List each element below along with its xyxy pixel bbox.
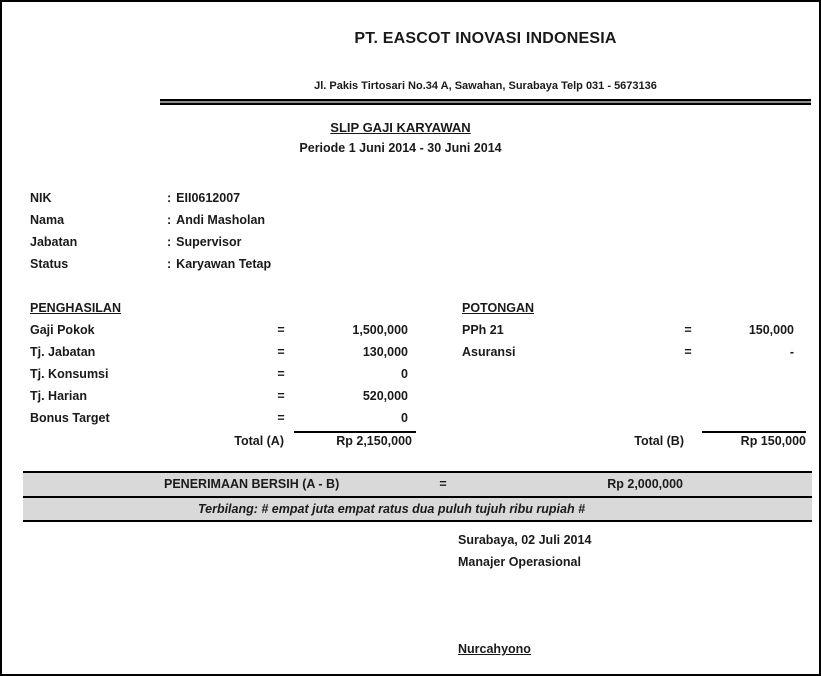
earnings-heading: PENGHASILAN — [30, 301, 121, 315]
employee-nik-label: NIK — [30, 191, 52, 205]
earning-amount: 0 — [401, 367, 408, 381]
deduction-row-asuransi — [2, 345, 819, 365]
deduction-amount: 150,000 — [748, 323, 794, 337]
earning-amount: 520,000 — [362, 389, 408, 403]
equals-sign: = — [277, 345, 285, 359]
deductions-total-rule — [702, 431, 806, 433]
net-pay-row — [23, 473, 812, 498]
earnings-total-amount: Rp 2,150,000 — [336, 434, 412, 448]
earnings-total-label: Total (A) — [234, 434, 284, 448]
deductions-heading: POTONGAN — [462, 301, 534, 315]
employee-jabatan-value: Supervisor — [176, 235, 242, 249]
amount-in-words: Terbilang: # empat juta empat ratus dua puluh tujuh ribu rupiah # — [197, 502, 586, 516]
deduction-label: PPh 21 — [462, 323, 504, 337]
colon-separator: : — [167, 191, 172, 205]
deduction-amount: - — [789, 345, 794, 359]
company-name: PT. EASCOT INOVASI INDONESIA — [354, 30, 617, 47]
employee-nik-value: EII0612007 — [176, 191, 241, 205]
earning-label: Tj. Harian — [30, 389, 87, 403]
earning-label: Gaji Pokok — [30, 323, 95, 337]
deduction-label: Asuransi — [462, 345, 516, 359]
earning-label: Tj. Jabatan — [30, 345, 96, 359]
document-period: Periode 1 Juni 2014 - 30 Juni 2014 — [299, 141, 502, 155]
employee-row-nik — [30, 191, 819, 211]
equals-sign: = — [277, 367, 285, 381]
employee-row-jabatan — [30, 235, 819, 255]
totals-row — [2, 434, 819, 454]
signature-name: Nurcahyono — [458, 642, 531, 656]
employee-row-status — [30, 257, 819, 277]
equals-sign: = — [439, 477, 447, 491]
signature-role: Manajer Operasional — [458, 555, 581, 569]
equals-sign: = — [684, 323, 692, 337]
signature-place-date: Surabaya, 02 Juli 2014 — [458, 533, 592, 547]
document-title-text: SLIP GAJI KARYAWAN — [330, 120, 471, 135]
equals-sign: = — [277, 389, 285, 403]
earning-row-bonus-target — [2, 411, 819, 431]
employee-nama-value: Andi Masholan — [176, 213, 266, 227]
net-pay-band — [23, 471, 812, 522]
company-address: Jl. Pakis Tirtosari No.34 A, Sawahan, Surabaya Telp 031 - 5673136 — [314, 80, 657, 92]
document-title — [2, 120, 799, 135]
earning-row-tj-konsumsi — [2, 367, 819, 387]
colon-separator: : — [167, 257, 172, 271]
colon-separator: : — [167, 235, 172, 249]
equals-sign: = — [684, 345, 692, 359]
earning-amount: 1,500,000 — [352, 323, 408, 337]
deductions-total-label: Total (B) — [634, 434, 684, 448]
employee-status-label: Status — [30, 257, 69, 271]
net-pay-label: PENERIMAAN BERSIH (A - B) — [164, 477, 340, 491]
employee-jabatan-label: Jabatan — [30, 235, 78, 249]
net-pay-amount: Rp 2,000,000 — [607, 477, 683, 491]
deduction-row-pph21 — [2, 323, 819, 343]
employee-status-value: Karyawan Tetap — [176, 257, 272, 271]
earning-label: Bonus Target — [30, 411, 110, 425]
equals-sign: = — [277, 411, 285, 425]
colon-separator: : — [167, 213, 172, 227]
employee-row-nama — [30, 213, 819, 233]
header-divider-rule — [160, 99, 811, 105]
equals-sign: = — [277, 323, 285, 337]
earning-label: Tj. Konsumsi — [30, 367, 109, 381]
deductions-total-amount: Rp 150,000 — [740, 434, 806, 448]
employee-nama-label: Nama — [30, 213, 65, 227]
earning-amount: 0 — [401, 411, 408, 425]
earning-amount: 130,000 — [362, 345, 408, 359]
earning-row-tj-harian — [2, 389, 819, 409]
earnings-total-rule — [294, 431, 416, 433]
